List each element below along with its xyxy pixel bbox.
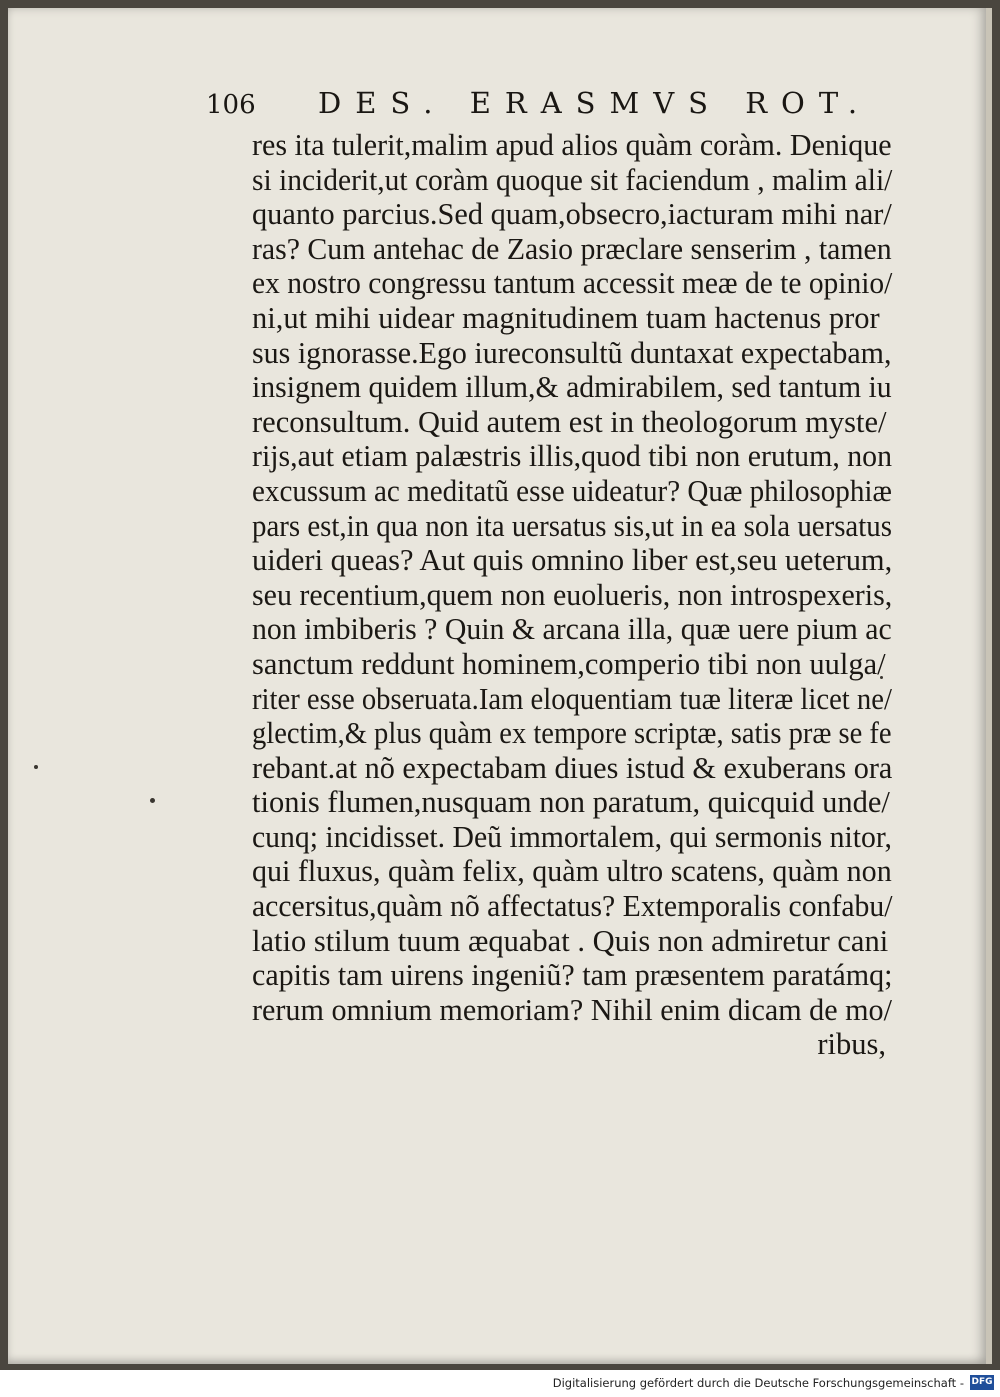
text-line: quanto parcius.Sed quam,obsecro,iacturam mihi nar/ [252,197,892,232]
text-line: glectim,& plus quàm ex tempore scriptæ, satis præ se fe [252,716,892,751]
page-number: 106 [206,90,256,120]
page-header [200,86,880,126]
ink-speck [150,798,155,803]
text-line: accersitus,quàm nõ affectatus? Extemporalis confabu/ [252,889,893,924]
text-line: capitis tam uirens ingeniũ? tam præsentem paratámq; [252,958,893,993]
ink-speck [34,765,38,769]
funding-credit: Digitalisierung gefördert durch die Deutsche Forschungsgemeinschaft - [552,1376,964,1390]
text-line: tionis flumen,nusquam non paratum, quicquid unde/ [252,785,890,820]
text-line: latio stilum tuum æquabat . Quis non admiretur cani [252,923,889,958]
text-line: pars est,in qua non ita uersatus sis,ut in ea sola uersatus [252,508,892,543]
text-line: qui fluxus, quàm felix, quàm ultro scatens, quàm non [252,854,892,889]
text-line: si inciderit,ut coràm quoque sit faciendum , malim ali/ [252,162,893,197]
running-head: DES. ERASMVS ROT. [318,86,872,120]
body-text [252,128,892,1062]
text-line: riter esse obseruata.Iam eloquentiam tuæ literæ licet ne/ [252,681,892,716]
text-line: rerum omnium memoriam? Nihil enim dicam de mo/ [252,992,892,1027]
text-line: uideri queas? Aut quis omnino liber est,seu ueterum, [252,543,893,578]
text-line: ras? Cum antehac de Zasio præclare senserim , tamen [252,231,892,266]
text-line: res ita tulerit,malim apud alios quàm coràm. Denique [252,128,892,162]
digitization-footer [0,1370,1000,1397]
catchword: ribus, [817,1027,886,1062]
text-line: rijs,aut etiam palæstris illis,quod tibi non erutum, non [252,439,893,474]
text-line: sus ignorasse.Ego iureconsultũ duntaxat expectabam, [252,335,892,370]
dfg-logo: DFG [970,1375,994,1390]
text-line: ex nostro congressu tantum accessit meæ de te opinio/ [252,266,893,301]
text-line: reconsultum. Quid autem est in theologorum myste/ [252,404,887,439]
text-line: rebant.at nõ expectabam diues istud & exuberans ora [252,750,893,785]
text-line: ni,ut mihi uidear magnitudinem tuam hactenus pror [252,300,880,335]
text-line: insignem quidem illum,& admirabilem, sed tantum iu [252,370,892,405]
text-line: sanctum reddunt hominem,comperio tibi non uulga/ [252,646,886,681]
page-edge [986,8,992,1364]
text-line: seu recentium,quem non euolueris, non introspexeris, [252,577,893,612]
text-line: excussum ac meditatũ esse uideatur? Quæ philosophiæ [252,473,892,508]
text-line: cunq; incidisset. Deũ immortalem, qui sermonis nitor, [252,819,892,854]
text-line: non imbiberis ? Quin & arcana illa, quæ uere pium ac [252,612,892,647]
